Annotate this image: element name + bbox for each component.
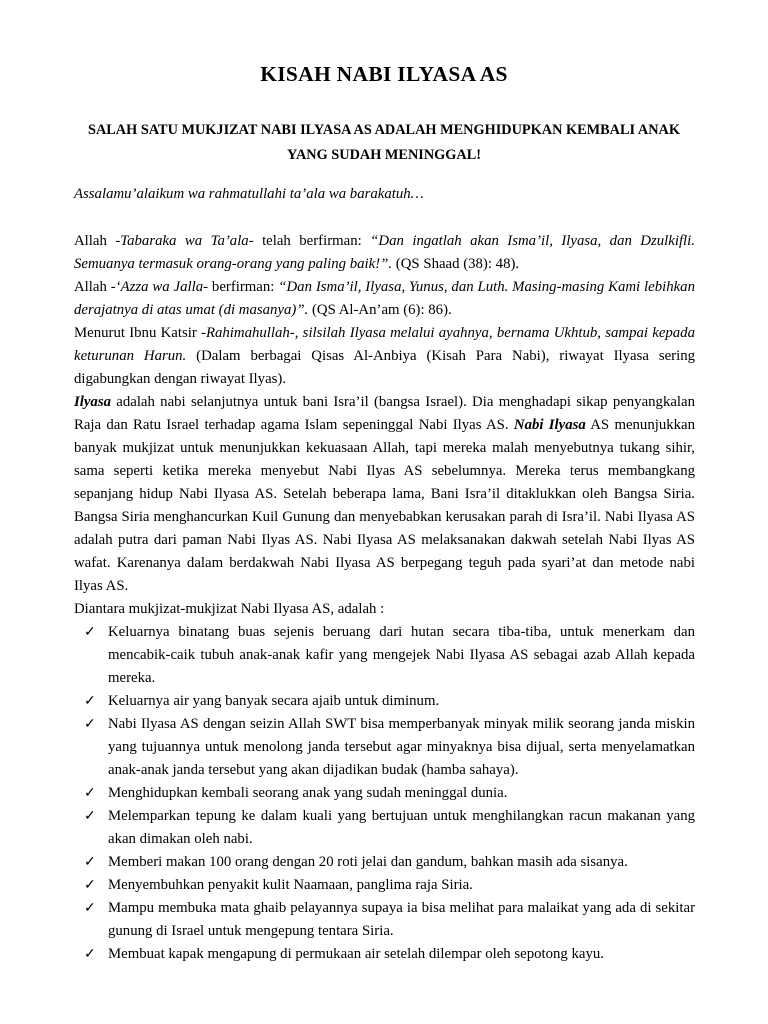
italic-run: Rahimahullah-, silsilah Ilyasa melalui ayahnya, bernama Ukhtub, sampai kepada keturunan Harun. [74, 325, 695, 364]
list-item-text: Keluarnya air yang banyak secara ajaib untuk diminum. [108, 693, 440, 709]
list-item-text: Menyembuhkan penyakit kulit Naamaan, panglima raja Siria. [108, 877, 473, 893]
checkmark-icon: ✓ [84, 625, 96, 640]
list-item-text: Membuat kapak mengapung di permukaan air setelah dilempar oleh sepotong kayu. [108, 946, 604, 962]
paragraph-quran-shaad [74, 230, 695, 276]
text-run: Menurut Ibnu Katsir - [74, 325, 206, 341]
list-item-text: Nabi Ilyasa AS dengan seizin Allah SWT bisa memperbanyak minyak milik seorang janda miskin yang tujuannya untuk menolong janda tersebut agar minyaknya bisa dijual, serta menyelamatkan anak-anak janda tersebut yang akan dijadikan budak (hamba sahaya). [108, 716, 695, 778]
list-item-text: Mampu membuka mata ghaib pelayannya supaya ia bisa melihat para malaikat yang ada di sekitar gunung di Israel untuk mengepung tentara Siria. [108, 900, 695, 939]
text-run: adalah nabi selanjutnya untuk bani Isra’il (bangsa Israel). Dia menghadapi sikap penyangkalan Raja dan Ratu Israel terhadap agama Islam sepeninggal Nabi Ilyas AS. [74, 394, 695, 433]
checkmark-icon: ✓ [84, 878, 96, 893]
list-item [74, 713, 695, 782]
list-item [74, 943, 695, 966]
list-item [74, 621, 695, 690]
list-item-text: Melemparkan tepung ke dalam kuali yang bertujuan untuk menghilangkan racun makanan yang akan dimakan oleh nabi. [108, 808, 695, 847]
citation: (QS Al-An’am (6): 86). [308, 302, 452, 318]
list-item [74, 851, 695, 874]
italic-run: ‘Azza wa Jalla [115, 279, 204, 295]
checkmark-icon: ✓ [84, 717, 96, 732]
list-item [74, 690, 695, 713]
quran-quote: “Dan ingatlah akan Isma’il, Ilyasa, dan Dzulkifli. Semuanya termasuk orang-orang yang paling baik!”. [74, 233, 695, 272]
checkmark-icon: ✓ [84, 694, 96, 709]
checkmark-icon: ✓ [84, 947, 96, 962]
list-item [74, 874, 695, 897]
paragraph-ibnu-katsir [74, 322, 695, 391]
list-item [74, 805, 695, 851]
paragraph-quran-anam [74, 276, 695, 322]
bold-italic-run: Ilyasa [74, 394, 111, 410]
page-title: KISAH NABI ILYASA AS [260, 62, 508, 86]
text-run: Allah - [74, 233, 121, 249]
checkmark-icon: ✓ [84, 786, 96, 801]
checkmark-icon: ✓ [84, 809, 96, 824]
miracle-list [74, 621, 695, 966]
text-run: AS menunjukkan banyak mukjizat untuk menunjukkan kekuasaan Allah, tapi mereka malah menyebutnya tukang sihir, sama seperti ketika mereka menyebut Nabi Ilyas AS sebelumnya. Mereka terus membangkang sepanjang hidup Nabi Ilyasa AS. Setelah beberapa lama, Bani Isra’il ditaklukkan oleh Bangsa Siria. Bangsa Siria menghancurkan Kuil Gunung dan menyebabkan kerusakan parah di Isra’il. Nabi Ilyasa AS adalah putra dari paman Nabi Ilyas AS. Nabi Ilyasa AS melaksanakan dakwah setelah Nabi Ilyas AS wafat. Karenanya dalam berdakwah Nabi Ilyasa AS berpegang teguh pada syari’at dan metode nabi Ilyas AS. [74, 417, 695, 594]
document-body [74, 230, 695, 966]
text-run: (Dalam berbagai Qisas Al-Anbiya (Kisah Para Nabi), riwayat Ilyasa sering digabungkan dengan riwayat Ilyas). [74, 348, 695, 387]
checkmark-icon: ✓ [84, 901, 96, 916]
list-intro: Diantara mukjizat-mukjizat Nabi Ilyasa AS, adalah : [74, 601, 385, 617]
text-run: - telah berfirman: [248, 233, 371, 249]
page-subtitle: SALAH SATU MUKJIZAT NABI ILYASA AS ADALAH MENGHIDUPKAN KEMBALI ANAK YANG SUDAH MENINGGAL! [88, 122, 680, 163]
paragraph-ilyasa-story [74, 391, 695, 598]
text-run: - berfirman: [203, 279, 279, 295]
italic-run: Tabaraka wa Ta’ala [120, 233, 249, 249]
list-item-text: Memberi makan 100 orang dengan 20 roti jelai dan gandum, bahkan masih ada sisanya. [108, 854, 628, 870]
greeting: Assalamu’alaikum wa rahmatullahi ta’ala wa barakatuh… [74, 186, 424, 202]
list-item-text: Keluarnya binatang buas sejenis beruang dari hutan secara tiba-tiba, untuk menerkam dan mencabik-caik tubuh anak-anak kafir yang mengejek Nabi Ilyasa AS sebagai azab Allah kepada mereka. [108, 624, 695, 686]
bold-italic-run: Nabi Ilyasa [513, 417, 586, 433]
list-item [74, 897, 695, 943]
citation: (QS Shaad (38): 48). [392, 256, 520, 272]
text-run: Allah - [74, 279, 116, 295]
list-item-text: Menghidupkan kembali seorang anak yang sudah meninggal dunia. [108, 785, 508, 801]
checkmark-icon: ✓ [84, 855, 96, 870]
list-item [74, 782, 695, 805]
quran-quote: “Dan Isma’il, Ilyasa, Yunus, dan Luth. Masing-masing Kami lebihkan derajatnya di atas umat (di masanya)”. [74, 279, 695, 318]
